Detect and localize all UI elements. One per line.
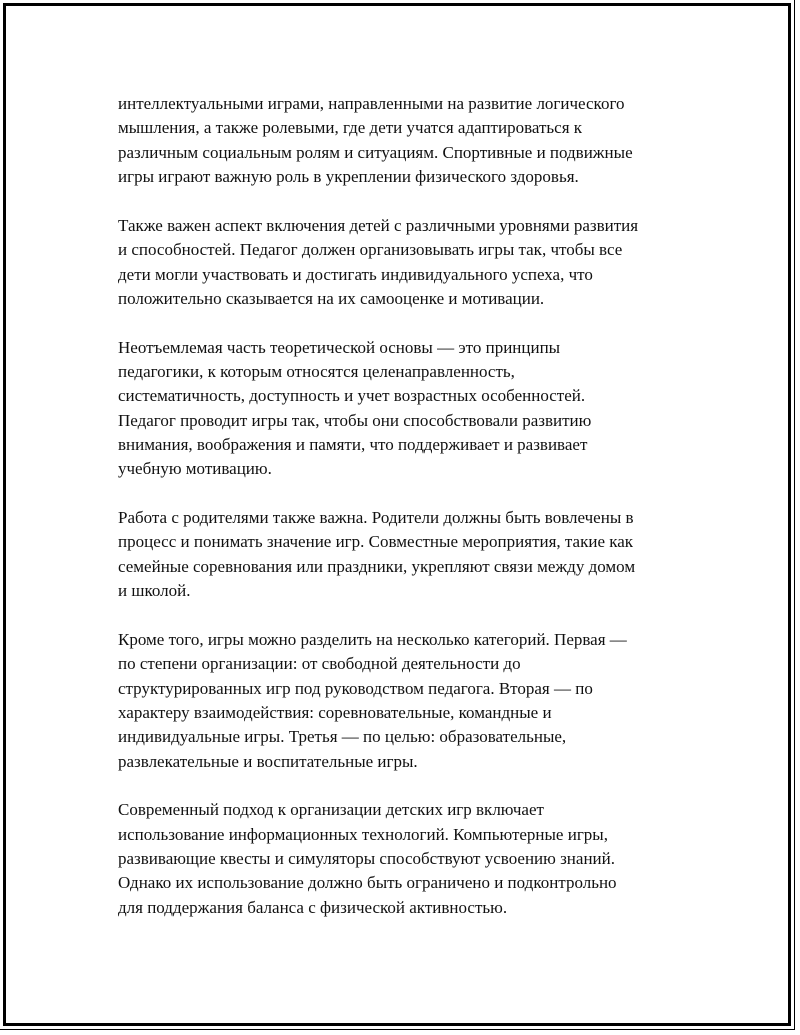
text-line: Однако их использование должно быть ограничено и подконтрольно (118, 873, 617, 893)
text-line: положительно сказывается на их самооценке и мотивации. (118, 288, 545, 308)
text-line: Работа с родителями также важна. Родители должны быть вовлечены в (118, 508, 634, 528)
text-line: учебную мотивацию. (118, 459, 272, 479)
text-line: Педагог проводит игры так, чтобы они способствовали развитию (118, 410, 592, 430)
text-line: процесс и понимать значение игр. Совместные мероприятия, такие как (118, 532, 634, 552)
paragraph-2 (118, 214, 698, 312)
text-line: интеллектуальными играми, направленными на развитие логического (118, 94, 625, 113)
text-line: развивающие квесты и симуляторы способствуют усвоению знаний. (118, 849, 615, 869)
paragraph-6 (118, 798, 698, 920)
paragraph-3 (118, 336, 698, 482)
document-body (118, 92, 698, 944)
paragraph-5 (118, 628, 698, 774)
text-line: характеру взаимодействия: соревновательные, командные и (118, 702, 552, 722)
text-line: по степени организации: от свободной деятельности до (118, 654, 521, 674)
text-line: и школой. (118, 581, 191, 601)
text-line: семейные соревнования или праздники, укрепляют связи между домом (118, 556, 636, 576)
text-line: структурированных игр под руководством педагога. Вторая — по (118, 678, 593, 698)
text-line: Кроме того, игры можно разделить на несколько категорий. Первая — (118, 629, 627, 649)
text-line: Неотъемлемая часть теоретической основы — это принципы (118, 337, 561, 357)
text-line: игры играют важную роль в укреплении физического здоровья. (118, 167, 579, 187)
text-line: Также важен аспект включения детей с различными уровнями развития (118, 215, 639, 235)
text-line: и способностей. Педагог должен организовывать игры так, чтобы все (118, 240, 623, 260)
paragraph-1 (118, 92, 698, 190)
text-line: различным социальным ролям и ситуациям. Спортивные и подвижные (118, 142, 633, 162)
text-line: для поддержания баланса с физической активностью. (118, 897, 508, 917)
text-line: педагогики, к которым относятся целенаправленность, (118, 361, 515, 381)
text-line: использование информационных технологий. Компьютерные игры, (118, 824, 608, 844)
text-line: внимания, воображения и памяти, что поддерживает и развивает (118, 435, 588, 455)
text-line: развлекательные и воспитательные игры. (118, 751, 418, 771)
text-line: Современный подход к организации детских игр включает (118, 800, 544, 820)
paragraph-4 (118, 506, 698, 604)
text-line: дети могли участвовать и достигать индивидуального успеха, что (118, 264, 593, 284)
text-line: систематичность, доступность и учет возрастных особенностей. (118, 386, 586, 406)
text-line: мышления, а также ролевыми, где дети учатся адаптироваться к (118, 118, 583, 138)
text-line: индивидуальные игры. Третья — по целью: образовательные, (118, 727, 567, 747)
